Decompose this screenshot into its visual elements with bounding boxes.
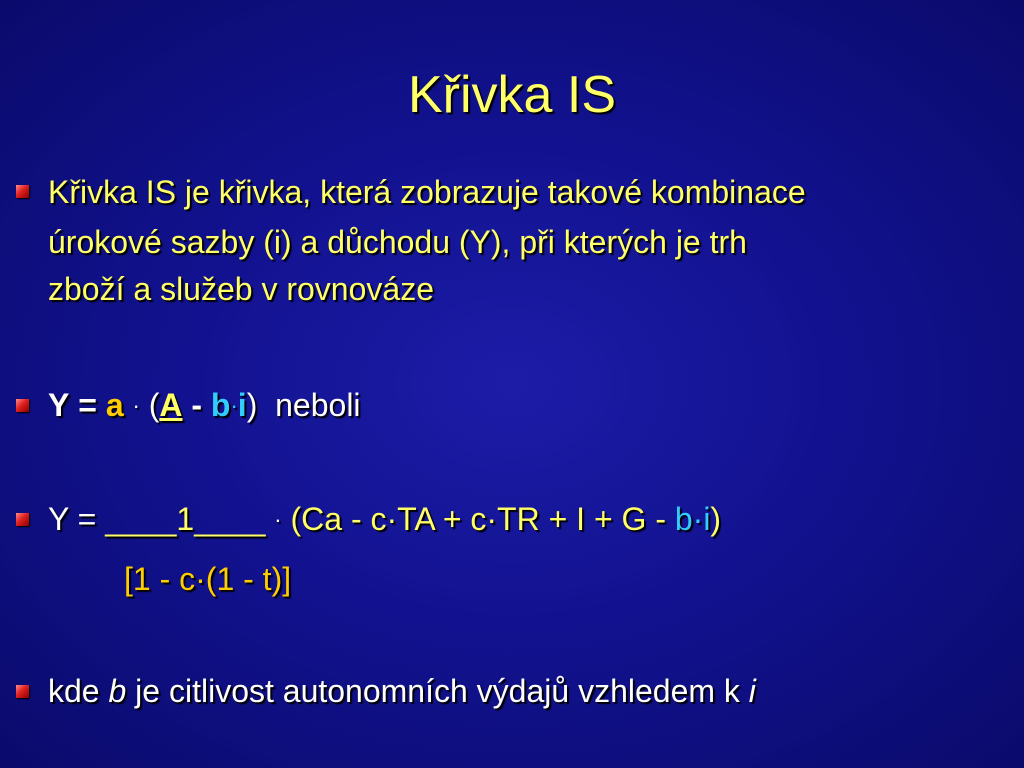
bullet1-line2: úrokové sazby (i) a důchodu (Y), při kterých je trh (48, 224, 747, 260)
bullet-marker (16, 513, 29, 526)
eq-open-paren: ( (148, 387, 160, 423)
slide-title: Křivka IS (407, 66, 617, 124)
bullet4-i: i (748, 673, 756, 709)
eq-y: Y (48, 387, 70, 423)
eq-b: b (210, 387, 231, 423)
eq-dot2: · (230, 393, 238, 418)
eq-full-numerator: ____1____ (105, 501, 266, 537)
eq-neboli: neboli (275, 387, 361, 423)
bullet-marker (16, 185, 29, 198)
eq-full-bi: b·i (674, 501, 711, 537)
bullet4-text (48, 672, 756, 710)
eq-full-prefix: Y = (48, 501, 106, 537)
bullet4-kde: kde (48, 673, 109, 709)
eq-full-dot: · (274, 507, 282, 532)
equation-is-full (48, 500, 721, 539)
bullet4-middle: je citlivost autonomních výdajů vzhledem k (126, 673, 749, 709)
eq-full-expr: Ca - c·TA + c·TR + I + G - (301, 501, 675, 537)
bullet-marker (16, 399, 29, 412)
eq-i: i (237, 387, 247, 423)
bullet1-line1: Křivka IS je křivka, která zobrazuje takové kombinace (48, 174, 806, 210)
eq-dot: · (132, 393, 140, 418)
eq-minus: - (191, 387, 203, 423)
eq-close-paren: ) (246, 387, 258, 423)
eq-equals: = (78, 387, 97, 423)
eq-full-open: ( (290, 501, 302, 537)
bullet-marker (16, 685, 29, 698)
bullet1-line3: zboží a služeb v rovnováze (48, 271, 434, 307)
eq-a: a (105, 387, 124, 423)
equation-is-short (48, 386, 361, 425)
eq-full-denominator: [1 - c·(1 - t)] (124, 561, 292, 597)
bullet4-b: b (108, 673, 127, 709)
eq-full-close: ) (710, 501, 722, 537)
eq-A: A (159, 387, 183, 423)
